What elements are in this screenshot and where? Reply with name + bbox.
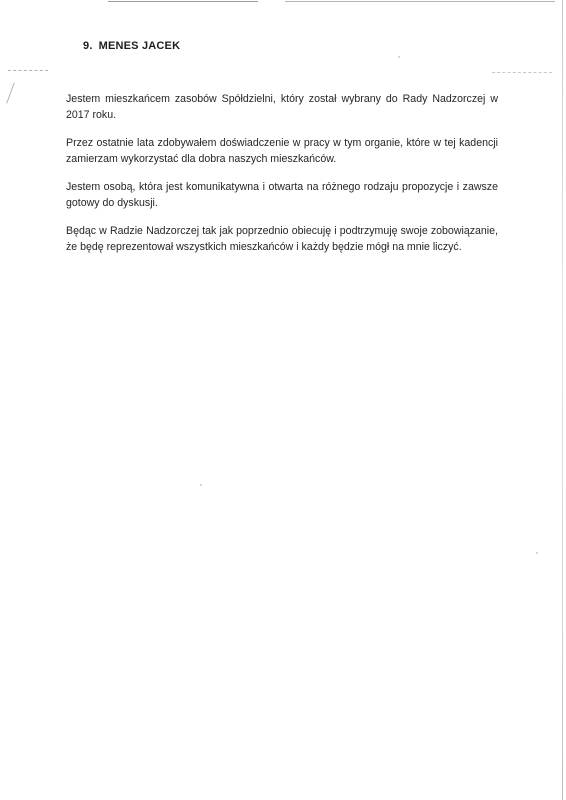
paragraph: Jestem osobą, która jest komunikatywna i otwarta na różnego rodzaju propozycje i zawsze gotowy do dyskusji. [66, 181, 498, 209]
scan-artifact-mark [6, 82, 14, 103]
paragraph: Przez ostatnie lata zdobywałem doświadczenie w pracy w tym organie, które w tej kadencji zamierzam wykorzystać dla dobra naszych mieszkańców. [66, 137, 498, 165]
scan-artifact-top-line [108, 1, 258, 2]
scan-artifact-top-line [285, 1, 555, 2]
paragraph: Będąc w Radzie Nadzorczej tak jak poprzednio obiecuję i podtrzymuję swoje zobowiązanie, że będę reprezentował wszystkich mieszkańców i każdy będzie mógł na mnie liczyć. [66, 225, 498, 253]
candidate-heading [83, 40, 180, 52]
scan-artifact-dash [492, 72, 552, 74]
heading-number: 9. [83, 40, 93, 52]
scan-artifact-dot [398, 56, 400, 58]
scan-artifact-page-edge [562, 0, 563, 800]
scan-artifact-dash [8, 70, 48, 72]
scan-artifact-dot [200, 484, 202, 486]
document-body [66, 91, 498, 267]
candidate-name: MENES JACEK [98, 40, 181, 52]
paragraph: Jestem mieszkańcem zasobów Spółdzielni, który został wybrany do Rady Nadzorczej w 2017 roku. [66, 93, 498, 121]
scan-artifact-dot [536, 552, 538, 554]
